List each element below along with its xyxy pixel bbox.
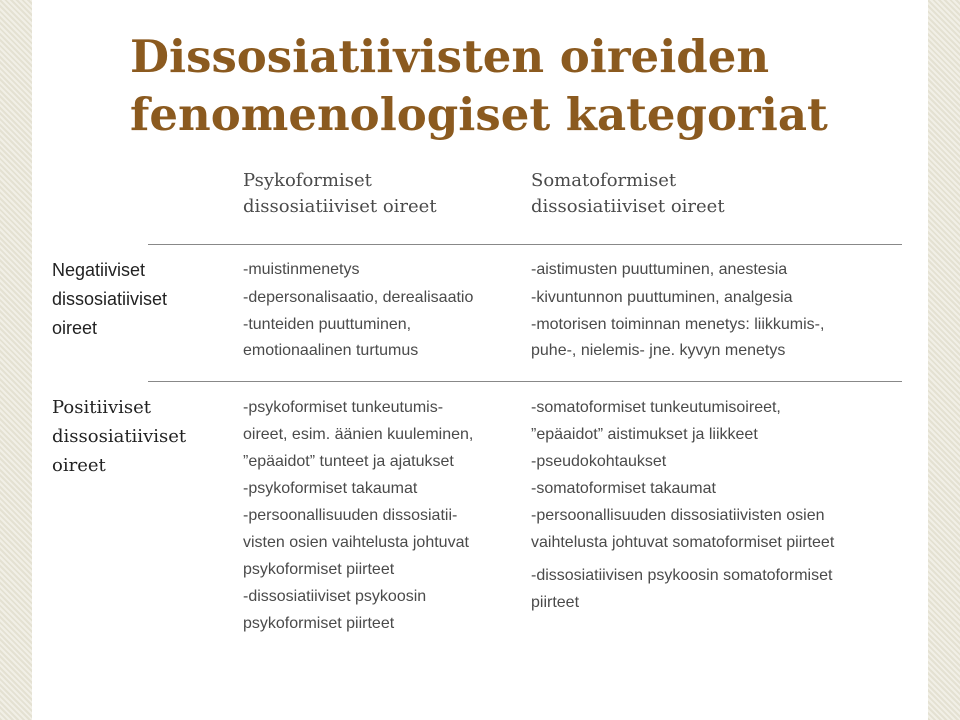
column-header-line: Psykoformiset bbox=[243, 170, 372, 191]
cell-line: ”epäaidot” tunteet ja ajatukset bbox=[243, 453, 454, 470]
row-header-line: dissosiatiiviset bbox=[52, 426, 187, 447]
row-header-line: Positiiviset bbox=[52, 397, 152, 418]
title-line: fenomenologiset kategoriat bbox=[130, 88, 828, 141]
row-header-positiiviset bbox=[52, 393, 186, 480]
row-header-line: Negatiiviset bbox=[52, 260, 146, 280]
cell-line: -aistimusten puuttuminen, anestesia bbox=[531, 261, 788, 278]
cell-line: -motorisen toiminnan menetys: liikkumis-, bbox=[531, 316, 825, 333]
row-header-negatiiviset bbox=[52, 256, 167, 343]
cell-line: -dissosiatiiviset psykoosin bbox=[243, 588, 427, 605]
cell-line: piirteet bbox=[531, 594, 580, 611]
row-header-line: oireet bbox=[52, 318, 98, 338]
cell-line: -dissosiatiivisen psykoosin somatoformiset bbox=[531, 567, 833, 584]
cell-negative-psyko bbox=[243, 256, 473, 364]
cell-line: -tunteiden puuttuminen, bbox=[243, 316, 412, 333]
cell-positive-psyko bbox=[243, 394, 473, 637]
column-header-somatoformiset bbox=[531, 168, 725, 220]
cell-positive-somato bbox=[531, 394, 834, 616]
cell-line: visten osien vaihtelusta johtuvat bbox=[243, 534, 469, 551]
slide-title bbox=[130, 28, 910, 144]
cell-line: -somatoformiset takaumat bbox=[531, 480, 716, 497]
cell-line: -persoonallisuuden dissosiatii- bbox=[243, 507, 458, 524]
cell-line: psykoformiset piirteet bbox=[243, 561, 395, 578]
cell-line: -psykoformiset tunkeutumis- bbox=[243, 399, 444, 416]
decorative-border-left bbox=[0, 0, 32, 720]
cell-line: -psykoformiset takaumat bbox=[243, 480, 418, 497]
title-line: Dissosiatiivisten oireiden bbox=[130, 30, 770, 83]
cell-line: -somatoformiset tunkeutumisoireet, bbox=[531, 399, 781, 416]
cell-line: emotionaalinen turtumus bbox=[243, 342, 419, 359]
column-header-line: Somatoformiset bbox=[531, 170, 677, 191]
cell-line: -persoonallisuuden dissosiatiivisten osien bbox=[531, 507, 825, 524]
divider-line bbox=[148, 381, 902, 382]
row-header-line: dissosiatiiviset bbox=[52, 289, 168, 309]
row-header-line: oireet bbox=[52, 455, 106, 476]
cell-line: oireet, esim. äänien kuuleminen, bbox=[243, 426, 474, 443]
cell-line: -muistinmenetys bbox=[243, 261, 360, 278]
cell-line: vaihtelusta johtuvat somatoformiset piirteet bbox=[531, 534, 835, 551]
cell-negative-somato bbox=[531, 256, 824, 364]
cell-line: psykoformiset piirteet bbox=[243, 615, 395, 632]
decorative-border-right bbox=[928, 0, 960, 720]
divider-line bbox=[148, 244, 902, 245]
column-header-line: dissosiatiiviset oireet bbox=[531, 196, 725, 217]
cell-line: puhe-, nielemis- jne. kyvyn menetys bbox=[531, 342, 786, 359]
column-header-line: dissosiatiiviset oireet bbox=[243, 196, 437, 217]
column-header-psykoformiset bbox=[243, 168, 437, 220]
cell-line: -pseudokohtaukset bbox=[531, 453, 667, 470]
cell-line: -kivuntunnon puuttuminen, analgesia bbox=[531, 289, 793, 306]
cell-line: -depersonalisaatio, derealisaatio bbox=[243, 289, 474, 306]
cell-line: ”epäaidot” aistimukset ja liikkeet bbox=[531, 426, 758, 443]
